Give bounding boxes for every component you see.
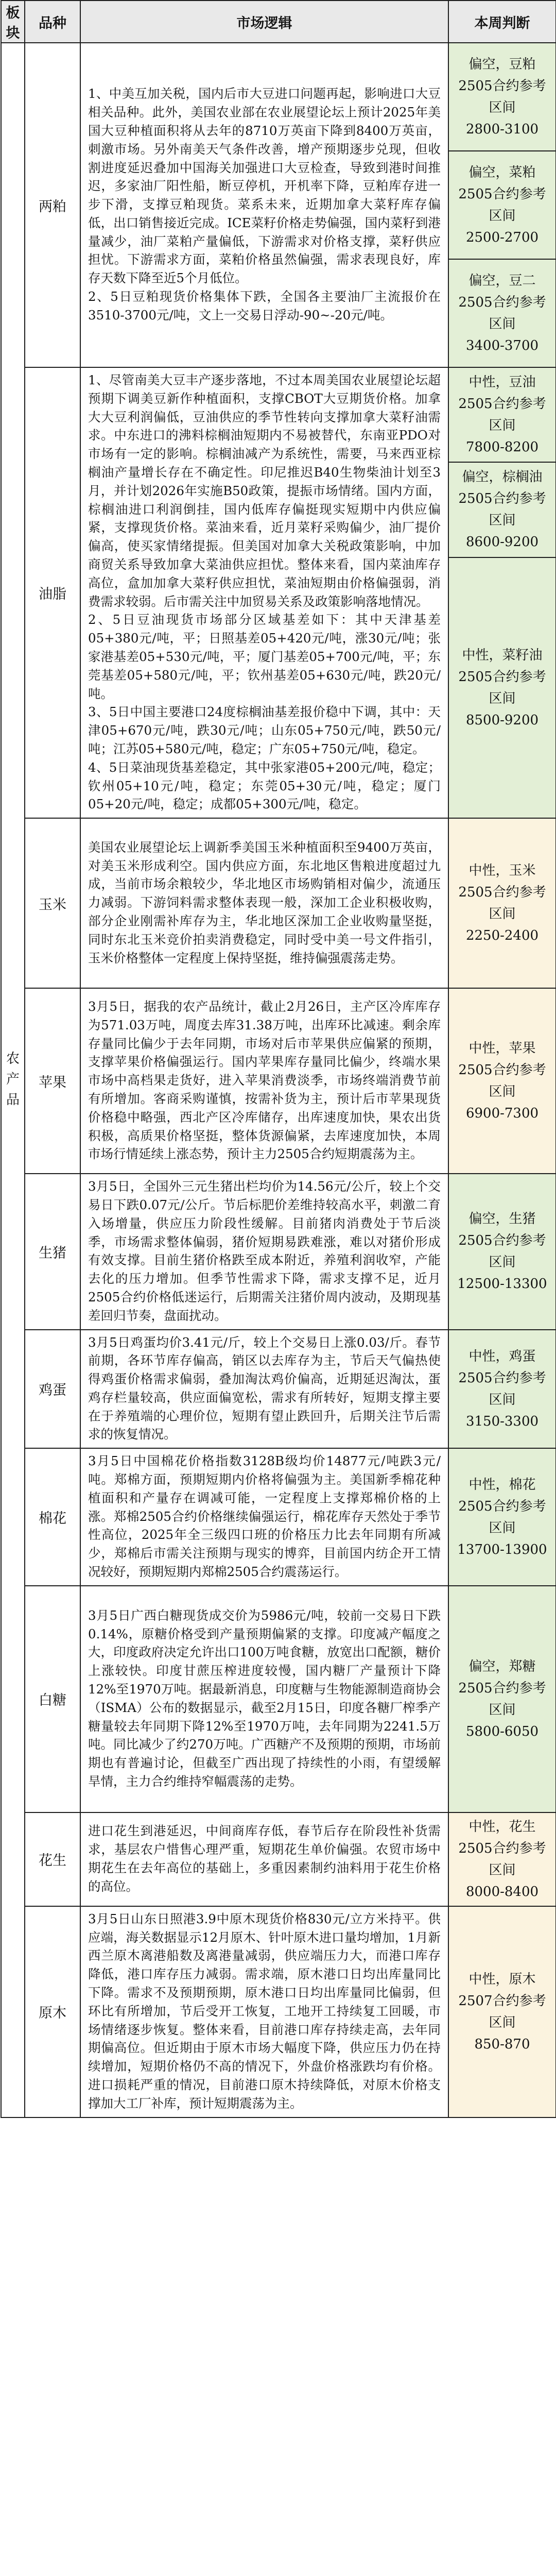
judgment-range: 5800-6050 [465, 1723, 539, 1739]
logic-paragraph: 3月5日山东日照港3.9中原木现货价格830元/立方米持平。供应端，海关数据显示12月原木、针叶原木进口量均增加，1月新西兰原木离港船数及离港量减弱，供应端压力大，而港口库存降低，港口库存压力减弱。需求端，原木港口日均出库量同比下降。需求不及预期预期，原木港口日均出库量同比偏弱，但环比有所增加，节后受开工恢复，工地开工持续复工回暖，市场情绪逐步恢复。整体来看，目前港口库存持续走高，去年同期偏高位。但近期由于原木市场大幅度下降，供应压力仍在持续增加，短期价格仍不高的情况下，外盘价格涨跌均有价格。进口损耗严重的情况，目前港口原木持续降低，对原木价格支撑加大工厂补库，预计短期震荡为主。 [88, 1911, 441, 2111]
judgment-range: 2500-2700 [465, 230, 539, 245]
variety-cell: 白糖 [25, 1586, 80, 1812]
logic-cell [80, 1174, 448, 1329]
variety-cell: 生猪 [25, 1174, 80, 1329]
logic-paragraph: 3月5日，据我的农产品统计，截止2月26日，主产区冷库库存为571.03万吨，周度去库31.38万吨，出库环比减速。剩余库存量同比偏少于去年同期，市场对后市苹果供应偏紧的预期，支撑苹果价格偏强运行。国内苹果库存量同比偏少，终端水果市场中高档果走货好，进入苹果消费淡季，市场终端消费节前有所增加。客商采购谨慎，按需补货为主，预计后市苹果现货价格稳中略强，西北产区冷库储存，出库速度加快，果农出货积极，高质果价格坚挺，整体货源偏紧，去库速度加快，本周市场行情延续上涨态势，预计主力2505合约短期震荡为主。 [88, 999, 441, 1162]
logic-cell [80, 367, 448, 818]
judgment-cell [448, 557, 556, 818]
logic-paragraph: 3月5日，全国外三元生猪出栏均价为14.56元/公斤，较上个交易日下跌0.07元/公斤。节后标肥价差维持较高水平，刺激二育入场增量，供应压力阶段性缓解。目前猪肉消费处于节后淡季，市场需求整体偏弱，猪价短期易跌难涨，难以对猪价形成有效支撑。目前生猪价格跌至成本附近，养殖利润收窄，产能去化的压力增加。但季节性需求下降，需求支撑不足，近月2505合约价格低迷运行，后期需关注猪价周内波动，及期现基差回归节奏，盘面扰动。 [88, 1179, 441, 1323]
judgment-range: 7800-8200 [465, 439, 539, 455]
logic-paragraph: 美国农业展望论坛上调新季美国玉米种植面积至9400万英亩，对美玉米形成利空。国内供应方面，东北地区售粮进度超过九成，当前市场余粮较少，华北地区市场购销相对偏少，流通压力减弱。下游饲料需求整体表现一般，深加工企业积极收购，部分企业刚需补库存为主，华北地区深加工企业收购量坚挺，同时东北玉米竞价拍卖消费稳定，同时受中美一号文件指引，玉米价格整体一定程度上保持坚挺，维持偏强震荡走势。 [88, 839, 441, 965]
logic-cell [80, 988, 448, 1174]
variety-cell: 玉米 [25, 818, 80, 988]
table-row [1, 1586, 556, 1812]
judgment-text: 中性，鸡蛋2505合约参考区间 [458, 1348, 546, 1408]
variety-cell: 原木 [25, 1906, 80, 2117]
judgment-text: 偏空，豆二2505合约参考区间 [458, 273, 546, 332]
judgment-text: 偏空，棕榈油2505合约参考区间 [458, 469, 546, 529]
sector-label: 农产品 [6, 1051, 20, 1108]
judgment-range: 6900-7300 [465, 1106, 539, 1122]
judgment-text: 中性，原木2507合约参考区间 [458, 1971, 546, 2030]
judgment-text: 中性，菜籽油2505合约参考区间 [458, 647, 546, 706]
table-row [1, 367, 556, 462]
table-row [1, 988, 556, 1174]
judgment-text: 中性，棉花2505合约参考区间 [458, 1477, 546, 1536]
judgment-cell [448, 818, 556, 988]
table-row [1, 43, 556, 151]
logic-paragraph: 3月5日中国棉花价格指数3128B级均价14877元/吨跌3元/吨。郑棉方面，预期短期内价格将偏强为主。美国新季棉花种植面积和产量存在调减可能，一定程度上支撑郑棉价格的上涨。郑棉2505合约价格继续偏强运行，棉花库存天然处于季节性高位，2025年全三级四口班的价格压力比去年同期有所减少，郑棉后市需关注预期与现实的博弈，目前国内纺企开工情况较好，预期短期内郑棉2505合约震荡运行。 [88, 1453, 441, 1580]
judgment-cell [448, 1448, 556, 1586]
table-row [1, 1448, 556, 1586]
judgment-text: 中性，玉米2505合约参考区间 [458, 863, 546, 922]
table-row [1, 1330, 556, 1449]
judgment-cell [448, 367, 556, 462]
logic-cell [80, 1586, 448, 1812]
judgment-range: 12500-13300 [457, 1276, 547, 1292]
weekly-outlook-table [1, 0, 556, 2118]
logic-paragraph: 3、5日中国主要港口24度棕榈油基差报价稳中下调，其中：天津05+670元/吨，跌30元/吨；山东05+750元/吨，跌50元/吨；江苏05+580元/吨，稳定；广东05+750元/吨，稳定。 [88, 704, 441, 756]
variety-cell: 苹果 [25, 988, 80, 1174]
logic-paragraph: 4、5日菜油现货基差稳定，其中张家港05+200元/吨，稳定；钦州05+10元/吨，稳定；东莞05+30元/吨，稳定；厦门05+20元/吨，稳定；成都05+300元/吨，稳定。 [88, 759, 441, 812]
variety-cell: 花生 [25, 1812, 80, 1906]
judgment-cell [448, 1586, 556, 1812]
header-sector: 板块 [1, 1, 25, 43]
judgment-text: 偏空，菜粕2505合约参考区间 [458, 165, 546, 224]
judgment-text: 偏空，郑糖2505合约参考区间 [458, 1658, 546, 1718]
sector-cell [1, 43, 25, 2117]
logic-cell [80, 1330, 448, 1449]
table-row [1, 1174, 556, 1329]
logic-paragraph: 2、5日豆油现货市场部分区域基差如下：其中天津基差05+380元/吨，平；日照基差05+420元/吨，涨30元/吨；张家港基差05+530元/吨，平；厦门基差05+700元/吨，平；东莞基差05+580元/吨，平；钦州基差05+630元/吨，跌20元/吨。 [88, 612, 441, 701]
judgment-cell [448, 1812, 556, 1906]
logic-cell [80, 818, 448, 988]
judgment-range: 13700-13900 [457, 1541, 547, 1557]
logic-paragraph: 1、中美互加关税，国内后市大豆进口问题再起，影响进口大豆相关品种。此外，美国农业部在农业展望论坛上预计2025年美国大豆种植面积将从去年的8710万英亩下降到8400万英亩，刺激市场。另外南美天气条件改善，增产预期逐步兑现，但收割进度延迟叠加中国海关加强进口大豆检查，导致到港时间推迟，多家油厂阳性船，断豆停机，开机率下降，豆粕库存进一步下滑，支撑豆粕现货。菜系未来，近期加拿大菜籽库存偏低，出口销售接近完成。ICE菜籽价格走势偏强，国内菜籽到港量减少，油厂菜粕产量偏低，下游需求对价格支撑，菜籽供应担忧。下游需求方面，菜粕价格虽然偏强，需求表现良好，库存天数下降至近5个月低位。 [88, 86, 441, 286]
judgment-range: 8600-9200 [465, 534, 539, 550]
judgment-cell [448, 988, 556, 1174]
variety-cell: 两粕 [25, 43, 80, 367]
judgment-cell [448, 1174, 556, 1329]
judgment-range: 850-870 [474, 2036, 530, 2052]
logic-paragraph: 1、尽管南美大豆丰产逐步落地，不过本周美国农业展望论坛超预期下调美豆新作种植面积，支撑CBOT大豆期货价格。加拿大大豆利润偏低，豆油供应的季节性转向支撑加拿大菜籽油需求。中东进口的沸料棕榈油短期内不易被替代，东南亚PDO对市场有一定的影响。棕榈油减产为系统性，需要，马来西亚棕榈油产量增长存在不确定性。印尼推迟B40生物柴油计划至3月，并计划2026年实施B50政策，提振市场情绪。国内方面，棕榈油进口利润倒挂，国内低库存偏挺现实短期中内供应偏紧，支撑现货价格。菜油来看，近月菜籽采购偏少，油厂提价偏高，使买家情绪提振。但美国对加拿大关税政策影响，中加商贸关系导致加拿大菜油供应担忧。整体来看，国内菜油库存高位，盒加加拿大菜籽供应担忧，菜油短期由价格偏强弱，消费需求较弱。后市需关注中加贸易关系及政策影响落地情况。 [88, 372, 441, 609]
logic-cell [80, 43, 448, 367]
judgment-range: 3400-3700 [465, 338, 539, 353]
judgment-cell [448, 151, 556, 259]
logic-cell [80, 1812, 448, 1906]
judgment-text: 中性，豆油2505合约参考区间 [458, 375, 546, 434]
judgment-cell [448, 43, 556, 151]
header-variety: 品种 [25, 1, 80, 43]
judgment-range: 3150-3300 [465, 1413, 539, 1429]
variety-cell: 棉花 [25, 1448, 80, 1586]
logic-paragraph: 进口花生到港延迟，中间商库存低，春节后存在阶段性补货需求，基层农户惜售心理严重，短期花生单价偏强。农贸市场中期花生在去年高位的基础上，多重因素制约油料用于花生价格的高位。 [88, 1823, 441, 1894]
judgment-range: 2250-2400 [465, 928, 539, 944]
table-row [1, 1906, 556, 2117]
judgment-text: 偏空，豆粕2505合约参考区间 [458, 57, 546, 115]
judgment-text: 中性，苹果2505合约参考区间 [458, 1041, 546, 1100]
logic-cell [80, 1906, 448, 2117]
logic-paragraph: 3月5日鸡蛋均价3.41元/斤，较上个交易日上涨0.03/斤。春节前期，各环节库存偏高，销区以去库存为主，节后天气偏热使得鸡蛋价格需求偏弱，叠加淘汰鸡价偏高，近期延迟淘汰，蛋鸡存栏量较高，供应面偏宽松，需求有所转好，短期支撑主要在于养殖端的心理价位，短期有望止跌回升，后期关注节后需求的恢复情况。 [88, 1334, 441, 1442]
variety-cell: 油脂 [25, 367, 80, 818]
header-logic: 市场逻辑 [80, 1, 448, 43]
judgment-text: 中性，花生2505合约参考区间 [458, 1819, 546, 1878]
table-body [1, 43, 556, 2117]
judgment-text: 偏空，生猪2505合约参考区间 [458, 1211, 546, 1270]
header-row [1, 1, 556, 43]
logic-paragraph: 2、5日豆粕现货价格集体下跌，全国各主要油厂主流报价在3510-3700元/吨，文上一交易日浮动-90~-20元/吨。 [88, 289, 441, 323]
table-row [1, 1812, 556, 1906]
table-row [1, 818, 556, 988]
logic-paragraph: 3月5日广西白糖现货成交价为5986元/吨，较前一交易日下跌0.14%，原糖价格受到产量预期偏紧的支撑。印度减产幅度之大，印度政府决定允许出口100万吨食糖，放宽出口配额，糖价上涨较快。印度甘蔗压榨进度较慢，国内糖厂产量预计下降12%至1970万吨。据最新消息，印度糖与生物能源制造商协会（ISMA）公布的数据显示，截至2月15日，印度各糖厂榨季产糖量较去年同期下降12%至1970万吨，去年同期为2241.5万吨。同比减少了约270万吨。广西糖产不及预期的预期，市场前期也有普遍讨论，但截至广西出现了持续性的小雨，有望缓解旱情，主力合约维持窄幅震荡的走势。 [88, 1607, 441, 1789]
judgment-range: 8500-9200 [465, 712, 539, 728]
judgment-cell [448, 259, 556, 367]
judgment-range: 8000-8400 [465, 1884, 539, 1900]
header-judgment: 本周判断 [448, 1, 556, 43]
judgment-cell [448, 1906, 556, 2117]
logic-cell [80, 1448, 448, 1586]
judgment-cell [448, 1330, 556, 1449]
variety-cell: 鸡蛋 [25, 1330, 80, 1449]
judgment-cell [448, 462, 556, 557]
judgment-range: 2800-3100 [465, 122, 539, 137]
